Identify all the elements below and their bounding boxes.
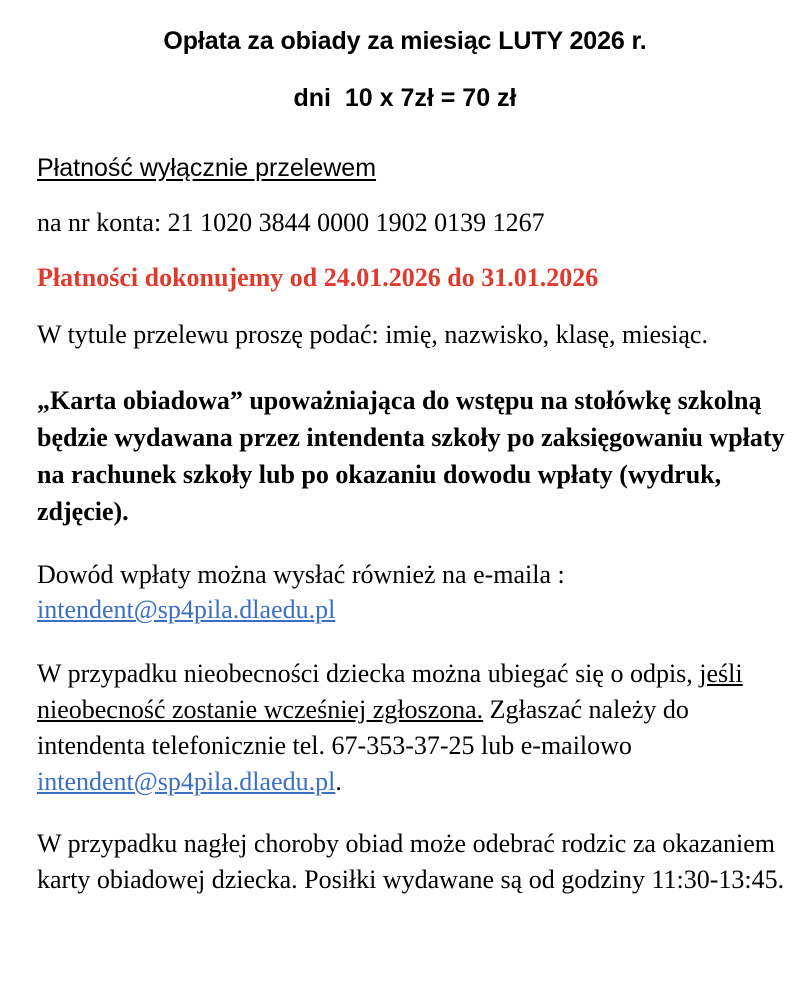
page-subtitle: dni 10 x 7zł = 70 zł: [293, 84, 517, 112]
intendent-phone-number: 67-353-37-25: [331, 731, 475, 760]
absence-underlined-condition: jeśli nieobecność zostanie wcześniej zgłoszona.: [37, 659, 743, 725]
absence-text-part-2: Zgłaszać należy do intendenta telefonicznie tel.: [37, 695, 689, 760]
absence-text-part-1: W przypadku nieobecności dziecka można ubiegać się o odpis,: [37, 659, 700, 689]
payment-method-heading: Płatność wyłącznie przelewem: [37, 154, 377, 182]
page-title: Opłata za obiady za miesiąc LUTY 2026 r.: [163, 27, 647, 55]
intendent-email-link[interactable]: intendent@sp4pila.dlaedu.pl: [37, 595, 336, 625]
meal-card-info: „Karta obiadowa” upoważniająca do wstępu na stołówkę szkolną będzie wydawana przez intendenta szkoły po zaksięgowaniu wpłaty na rachunek szkoły lub po okazaniu dowodu wpłaty (wydruk, zdjęcie).: [37, 385, 785, 526]
proof-of-payment-paragraph: [37, 531, 785, 629]
payment-window-notice: Płatności dokonujemy od 24.01.2026 do 31.01.2026: [37, 263, 599, 293]
meal-pickup-info: W przypadku nagłej choroby obiad może odebrać rodzic za okazaniem karty obiadowej dziecka. Posiłki wydawane są od godziny 11:30-13:45.: [37, 828, 785, 894]
absence-text-part-3: lub e-mailowo: [474, 731, 632, 760]
transfer-title-instruction: W tytule przelewu proszę podać: imię, nazwisko, klasę, miesiąc.: [37, 320, 708, 349]
proof-intro-text: Dowód wpłaty można wysłać również na e-maila :: [37, 559, 565, 589]
absence-procedure-paragraph: [37, 628, 785, 800]
account-number-line: na nr konta: 21 1020 3844 0000 1902 0139 1267: [37, 208, 545, 238]
intendent-email-link-inline[interactable]: intendent@sp4pila.dlaedu.pl: [37, 766, 336, 796]
absence-text-part-4: .: [335, 766, 342, 796]
